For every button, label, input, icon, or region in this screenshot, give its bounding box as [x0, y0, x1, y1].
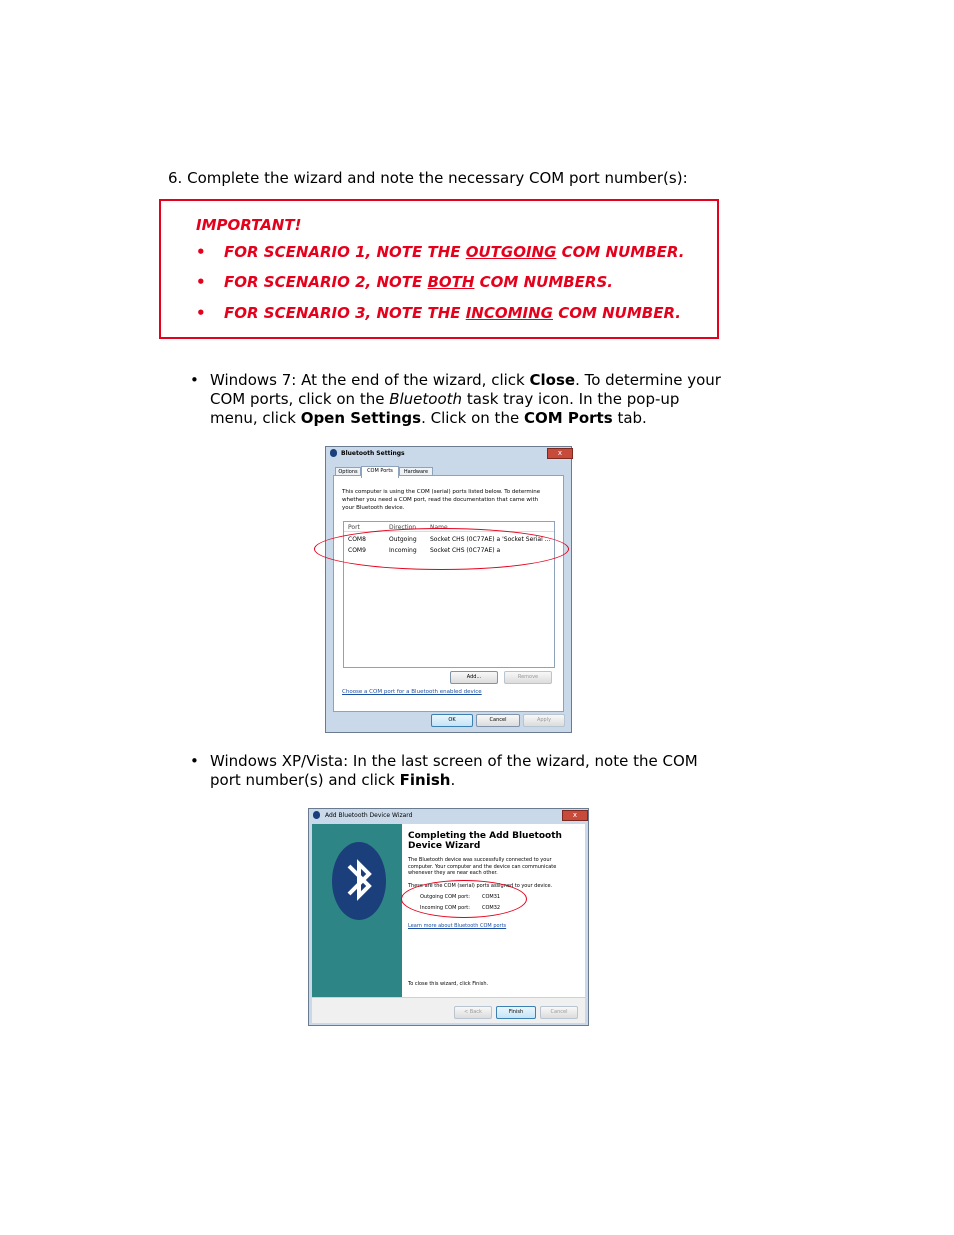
- incoming-value: COM32: [482, 905, 501, 911]
- text: Windows XP/Vista: In the last screen of the wizard, note the COM port number(s) and click: [210, 752, 698, 789]
- tab-com-ports[interactable]: COM Ports: [361, 466, 399, 478]
- finish-button[interactable]: Finish: [496, 1006, 536, 1019]
- bullet: •: [196, 273, 206, 291]
- wizard-footer: [312, 997, 585, 1023]
- wizard-heading: Completing the Add Bluetooth Device Wizard: [408, 831, 562, 851]
- success-text: The Bluetooth device was successfully connected to your computer. Your computer and the device can communicate whenever they are near each other.: [408, 857, 557, 876]
- bluetooth-logo-icon: [332, 842, 386, 920]
- bluetooth-icon: [330, 449, 337, 457]
- ok-button[interactable]: OK: [431, 714, 473, 727]
- choose-com-port-link[interactable]: Choose a COM port for a Bluetooth enabled device: [342, 689, 482, 695]
- bold-text: Close: [529, 371, 576, 389]
- step-number: 6.: [168, 169, 183, 187]
- remove-button[interactable]: Remove: [504, 671, 552, 684]
- incoming-label: Incoming COM port:: [420, 905, 470, 911]
- bold-text: COM Ports: [523, 409, 613, 427]
- cell-direction: Outgoing: [389, 536, 417, 543]
- text: . To determine your COM ports, click on the: [210, 371, 721, 408]
- important-heading: IMPORTANT!: [196, 216, 302, 234]
- bullet: •: [190, 371, 199, 389]
- apply-button[interactable]: Apply: [523, 714, 565, 727]
- add-button[interactable]: Add...: [450, 671, 498, 684]
- close-button[interactable]: x: [547, 448, 573, 459]
- item-emphasis: INCOMING: [465, 304, 553, 322]
- text: tab.: [612, 409, 647, 427]
- item-emphasis: OUTGOING: [465, 243, 557, 261]
- highlight-oval: [314, 528, 569, 570]
- cancel-button[interactable]: Cancel: [476, 714, 520, 727]
- tab-hardware[interactable]: Hardware: [399, 467, 433, 478]
- item-emphasis: BOTH: [427, 273, 475, 291]
- cell-direction: Incoming: [389, 547, 417, 554]
- wizard-side-panel: [312, 824, 402, 997]
- outgoing-value: COM31: [482, 894, 501, 900]
- item-text: COM NUMBER.: [556, 243, 685, 261]
- bluetooth-icon: [313, 811, 320, 819]
- text: Windows 7: At the end of the wizard, click: [210, 371, 530, 389]
- column-name[interactable]: Name: [430, 524, 448, 531]
- text: .: [450, 771, 456, 789]
- cell-name: Socket CHS (0C77AE) a: [430, 547, 501, 554]
- step-text: Complete the wizard and note the necessary COM port number(s):: [187, 169, 688, 187]
- bullet: •: [190, 752, 199, 770]
- item-text: COM NUMBERS.: [474, 273, 613, 291]
- learn-more-link[interactable]: Learn more about Bluetooth COM ports: [408, 923, 507, 929]
- cancel-button[interactable]: Cancel: [540, 1006, 578, 1019]
- item-text: COM NUMBER.: [553, 304, 681, 322]
- closing-text: To close this wizard, click Finish.: [408, 981, 489, 987]
- bold-text: Finish: [399, 771, 451, 789]
- item-text: FOR SCENARIO 3, NOTE THE: [224, 304, 466, 322]
- window-title: Bluetooth Settings: [341, 450, 405, 457]
- column-port[interactable]: Port: [348, 524, 360, 531]
- text: . Click on the: [421, 409, 524, 427]
- highlight-oval: [401, 880, 527, 918]
- step-6: [168, 169, 688, 187]
- close-button[interactable]: x: [562, 810, 588, 821]
- item-text: FOR SCENARIO 2, NOTE: [224, 273, 428, 291]
- back-button[interactable]: < Back: [454, 1006, 492, 1019]
- item-text: FOR SCENARIO 1, NOTE THE: [224, 243, 466, 261]
- column-direction[interactable]: Direction: [389, 524, 417, 531]
- italic-text: Bluetooth: [389, 390, 463, 408]
- tab-options[interactable]: Options: [335, 467, 361, 478]
- text: task tray icon. In the pop-up menu, click: [210, 390, 680, 427]
- bold-text: Open Settings: [300, 409, 422, 427]
- cell-port: COM8: [348, 536, 366, 543]
- com-ports-text: These are the COM (serial) ports assigned to your device.: [408, 883, 553, 889]
- window-title: Add Bluetooth Device Wizard: [325, 812, 413, 819]
- cell-port: COM9: [348, 547, 366, 554]
- bullet: •: [196, 243, 206, 261]
- bullet: •: [196, 304, 206, 322]
- bluetooth-settings-window: [325, 446, 572, 733]
- outgoing-label: Outgoing COM port:: [420, 894, 470, 900]
- com-ports-panel: [333, 475, 564, 712]
- cell-name: Socket CHS (0C77AE) a 'Socket Serial ...: [430, 536, 551, 543]
- description: This computer is using the COM (serial) ports listed below. To determine whether you need a COM port, read the documentation that came with your Bluetooth device.: [342, 489, 541, 511]
